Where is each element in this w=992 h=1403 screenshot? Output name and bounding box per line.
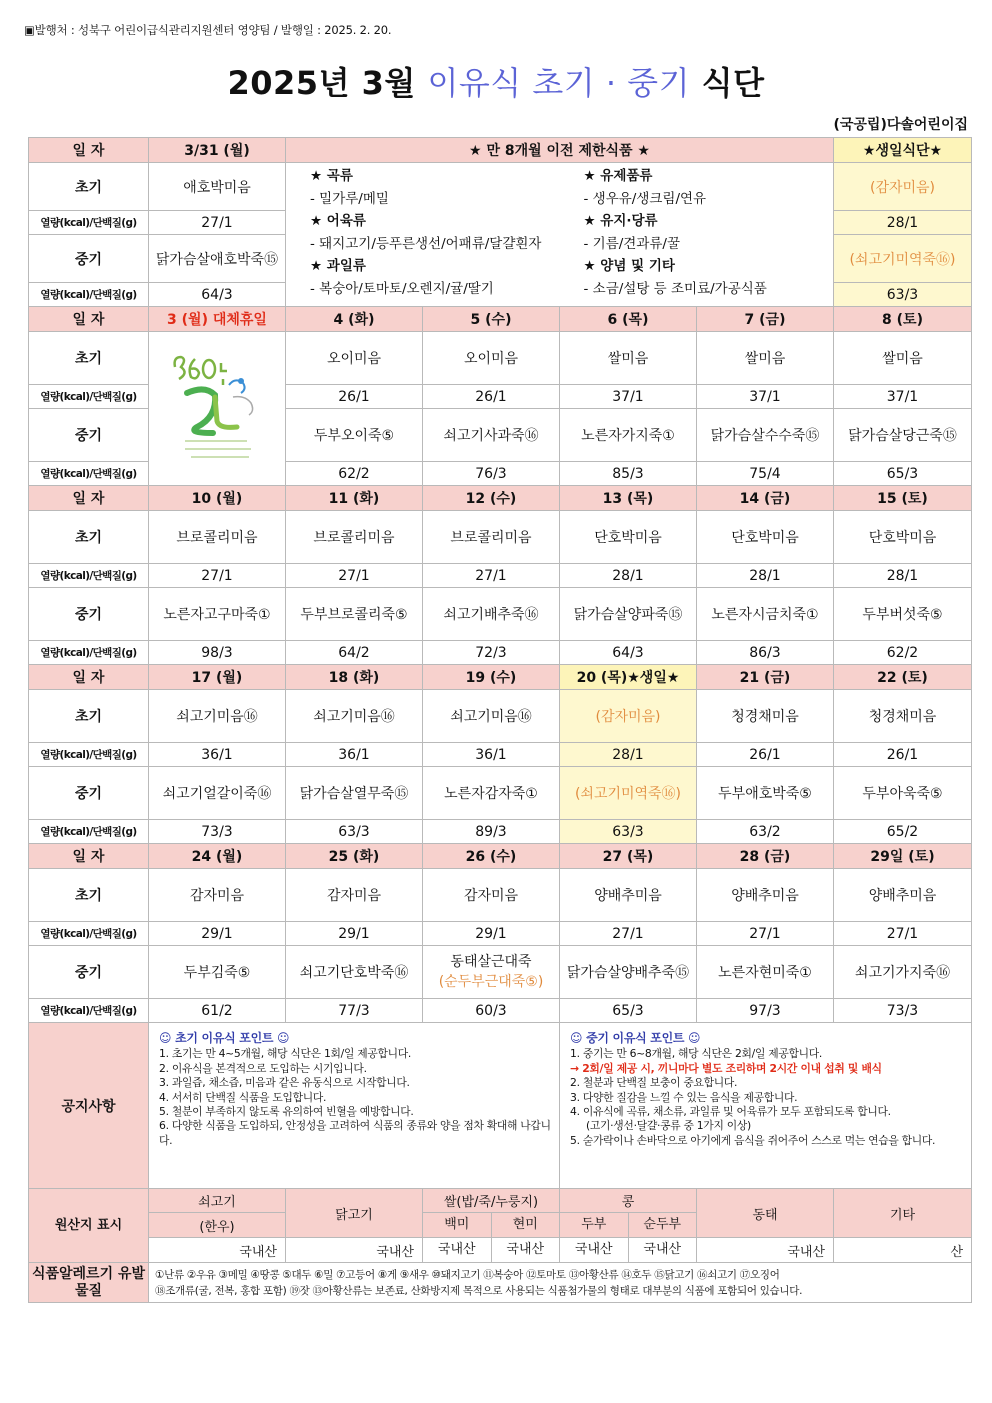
week1-mid-energy: 75/4 bbox=[697, 462, 834, 486]
energy-label: 열량(kcal)/단백질(g) bbox=[29, 641, 149, 665]
week2-date: 15 (토) bbox=[834, 486, 972, 511]
restrict-item-value: - 밀가루/메밀 bbox=[310, 190, 389, 207]
week4-early: 양배추미음 bbox=[834, 869, 972, 922]
week4-mid-energy: 77/3 bbox=[286, 999, 423, 1023]
week4-date: 26 (수) bbox=[423, 844, 560, 869]
notice-item: 3. 다양한 질감을 느낄 수 있는 음식을 제공합니다. bbox=[570, 1090, 798, 1104]
week2-date: 11 (화) bbox=[286, 486, 423, 511]
week1-date: 8 (토) bbox=[834, 307, 972, 332]
week3-date-birthday: 20 (목)★생일★ bbox=[560, 665, 697, 690]
origin-bean-sub bbox=[560, 1213, 697, 1238]
early-label: 초기 bbox=[29, 163, 149, 211]
week2-early: 단호박미음 bbox=[697, 511, 834, 564]
week2-mid-energy: 62/2 bbox=[834, 641, 972, 665]
week3-early: 쇠고기미음⑯ bbox=[149, 690, 286, 743]
week2-early: 단호박미음 bbox=[560, 511, 697, 564]
notice-item: (고기·생선·달걀·콩류 중 1가지 이상) bbox=[586, 1119, 751, 1133]
origin-value: 산 bbox=[834, 1238, 972, 1263]
week3-early: 쇠고기미음⑯ bbox=[423, 690, 560, 743]
week1-early-row bbox=[29, 332, 972, 385]
origin-header-row bbox=[29, 1189, 972, 1213]
week2-mid-energy-row bbox=[29, 641, 972, 665]
week3-mid: 쇠고기얼갈이죽⑯ bbox=[149, 767, 286, 820]
week1-early: 오이미음 bbox=[423, 332, 560, 385]
notice-alert: → 2회/일 제공 시, 끼니마다 별도 조리하며 2시간 이내 섭취 및 배식 bbox=[570, 1061, 882, 1075]
energy-label: 열량(kcal)/단백질(g) bbox=[29, 743, 149, 767]
birthday-title: ★생일식단★ bbox=[834, 138, 972, 163]
origin-rice-white: 백미 bbox=[423, 1213, 492, 1237]
week0-early-row bbox=[29, 163, 972, 211]
restrict-list bbox=[286, 163, 834, 307]
week3-early-energy: 26/1 bbox=[834, 743, 972, 767]
week3-early-energy: 36/1 bbox=[286, 743, 423, 767]
week2-early-energy: 27/1 bbox=[286, 564, 423, 588]
week3-date-row bbox=[29, 665, 972, 690]
week2-mid: 두부브로콜리죽⑤ bbox=[286, 588, 423, 641]
origin-value: 국내산 bbox=[506, 1242, 545, 1257]
week4-mid: 쇠고기단호박죽⑯ bbox=[286, 946, 423, 999]
week4-mid-energy: 61/2 bbox=[149, 999, 286, 1023]
birthday-early-energy: 28/1 bbox=[834, 211, 972, 235]
week4-early-energy: 29/1 bbox=[286, 922, 423, 946]
energy-label: 열량(kcal)/단백질(g) bbox=[29, 385, 149, 409]
week3-mid-energy: 63/3 bbox=[286, 820, 423, 844]
origin-rice-sub bbox=[423, 1213, 560, 1238]
week4-mid: 두부김죽⑤ bbox=[149, 946, 286, 999]
origin-value-bean bbox=[560, 1238, 697, 1263]
energy-label: 열량(kcal)/단백질(g) bbox=[29, 820, 149, 844]
restrict-item-heading: ★ 어육류 bbox=[310, 213, 366, 229]
week1-mid: 닭가슴살당근죽⑮ bbox=[834, 409, 972, 462]
week0-mid-energy: 64/3 bbox=[149, 283, 286, 307]
week1-date: 5 (수) bbox=[423, 307, 560, 332]
restrict-item-value: - 생우유/생크림/연유 bbox=[583, 190, 707, 207]
restrict-item-heading: ★ 양념 및 기타 bbox=[583, 258, 675, 274]
week4-date: 24 (월) bbox=[149, 844, 286, 869]
allergy-label: 식품알레르기 유발물질 bbox=[29, 1263, 149, 1303]
week4-early-energy: 27/1 bbox=[560, 922, 697, 946]
date-label: 일 자 bbox=[29, 844, 149, 869]
week4-mid-energy-row bbox=[29, 999, 972, 1023]
week1-date: 3 (월) 대체휴일 bbox=[149, 307, 286, 332]
week4-mid-energy: 60/3 bbox=[423, 999, 560, 1023]
week2-early: 단호박미음 bbox=[834, 511, 972, 564]
restrict-item-heading: ★ 유지·당류 bbox=[583, 213, 658, 229]
week2-mid-energy: 98/3 bbox=[149, 641, 286, 665]
title-suffix: 식단 bbox=[701, 64, 765, 102]
week4-mid: 닭가슴살양배추죽⑮ bbox=[560, 946, 697, 999]
week1-mid-energy: 65/3 bbox=[834, 462, 972, 486]
week4-early: 감자미음 bbox=[286, 869, 423, 922]
week3-early: 청경채미음 bbox=[697, 690, 834, 743]
week1-date: 7 (금) bbox=[697, 307, 834, 332]
origin-value: 국내산 bbox=[149, 1238, 286, 1263]
allergy-list bbox=[149, 1263, 972, 1303]
notice-label: 공지사항 bbox=[29, 1023, 149, 1189]
week2-early-row bbox=[29, 511, 972, 564]
center-logo-image bbox=[157, 337, 277, 477]
notice-item: 2. 이유식을 본격적으로 도입하는 시기입니다. bbox=[159, 1061, 367, 1075]
mid-label: 중기 bbox=[29, 767, 149, 820]
week2-mid-row bbox=[29, 588, 972, 641]
week2-early-energy: 28/1 bbox=[560, 564, 697, 588]
week3-mid-energy-row bbox=[29, 820, 972, 844]
allergy-line: ⑱조개류(굴, 전복, 홍합 포함) ⑲잣 ⑬아황산류는 보존료, 산화방지제 목적으로 사용되는 식품첨가물의 형태로 대부분의 식품에 포함되어 있습니다. bbox=[155, 1284, 803, 1297]
notice-mid-title: ☺ 중기 이유식 포인트 ☺ bbox=[570, 1031, 701, 1045]
energy-label: 열량(kcal)/단백질(g) bbox=[29, 999, 149, 1023]
restrict-left-col bbox=[286, 165, 560, 300]
energy-label: 열량(kcal)/단백질(g) bbox=[29, 564, 149, 588]
origin-rice: 쌀(밥/죽/누룽지) bbox=[423, 1189, 560, 1213]
week3-mid-energy: 89/3 bbox=[423, 820, 560, 844]
week3-date: 19 (수) bbox=[423, 665, 560, 690]
origin-etc: 기타 bbox=[834, 1189, 972, 1238]
notice-item: 2. 철분과 단백질 보충이 중요합니다. bbox=[570, 1076, 738, 1090]
notice-item: 4. 서서히 단백질 식품을 도입합니다. bbox=[159, 1090, 327, 1104]
week4-early-energy: 29/1 bbox=[423, 922, 560, 946]
week2-mid-energy: 86/3 bbox=[697, 641, 834, 665]
early-label: 초기 bbox=[29, 690, 149, 743]
restrict-item-value: - 기름/견과류/꿀 bbox=[583, 235, 681, 252]
notice-early-title: ☺ 초기 이유식 포인트 ☺ bbox=[159, 1031, 290, 1045]
week2-early-energy-row bbox=[29, 564, 972, 588]
week2-mid: 노른자시금치죽① bbox=[697, 588, 834, 641]
origin-soft-tofu: 순두부 bbox=[643, 1217, 682, 1232]
week1-mid: 두부오이죽⑤ bbox=[286, 409, 423, 462]
origin-value-rice bbox=[423, 1238, 560, 1263]
week3-mid: 닭가슴살열무죽⑮ bbox=[286, 767, 423, 820]
week3-mid-energy: 63/2 bbox=[697, 820, 834, 844]
week1-early-energy: 37/1 bbox=[697, 385, 834, 409]
origin-value: 국내산 bbox=[697, 1238, 834, 1263]
notice-item: 3. 과일즙, 채소즙, 미음과 같은 유동식으로 시작합니다. bbox=[159, 1076, 410, 1090]
week4-early-energy-row bbox=[29, 922, 972, 946]
week4-early-energy: 27/1 bbox=[697, 922, 834, 946]
notice-item: 4. 이유식에 곡류, 채소류, 과일류 및 어육류가 모두 포함되도록 합니다. bbox=[570, 1105, 891, 1119]
week4-date: 29일 (토) bbox=[834, 844, 972, 869]
week4-mid-cell bbox=[423, 946, 560, 999]
week3-date: 21 (금) bbox=[697, 665, 834, 690]
origin-value: 국내산 bbox=[423, 1238, 492, 1262]
restrict-item-heading: ★ 유제품류 bbox=[583, 168, 653, 184]
notice-row bbox=[29, 1023, 972, 1189]
week4-early-energy: 27/1 bbox=[834, 922, 972, 946]
week2-mid-energy: 72/3 bbox=[423, 641, 560, 665]
restrict-right-col bbox=[560, 165, 834, 300]
early-label: 초기 bbox=[29, 869, 149, 922]
week2-early-energy: 28/1 bbox=[697, 564, 834, 588]
week3-early-birthday: (감자미음) bbox=[560, 690, 697, 743]
week3-early-energy: 26/1 bbox=[697, 743, 834, 767]
week2-mid: 닭가슴살양파죽⑮ bbox=[560, 588, 697, 641]
week4-mid-row bbox=[29, 946, 972, 999]
energy-label: 열량(kcal)/단백질(g) bbox=[29, 462, 149, 486]
origin-bean: 콩 bbox=[560, 1189, 697, 1213]
notice-early bbox=[149, 1023, 560, 1189]
week1-early-energy: 37/1 bbox=[560, 385, 697, 409]
restrict-item-heading: ★ 과일류 bbox=[310, 258, 366, 274]
restrict-item-value: - 소금/설탕 등 조미료/가공식품 bbox=[583, 280, 767, 297]
title-prefix: 2025년 3월 bbox=[227, 64, 416, 102]
week1-date: 6 (목) bbox=[560, 307, 697, 332]
daycare-name: (국공립)다솔어린이집 bbox=[833, 117, 968, 133]
week2-mid-energy: 64/3 bbox=[560, 641, 697, 665]
week2-date: 12 (수) bbox=[423, 486, 560, 511]
week4-mid-energy: 97/3 bbox=[697, 999, 834, 1023]
notice-item: 6. 다양한 식품을 도입하되, 안정성을 고려하여 식품의 종류와 양을 점차 확대해 나갑니다. bbox=[159, 1119, 551, 1147]
week0-early-energy: 27/1 bbox=[149, 211, 286, 235]
menu-table bbox=[28, 137, 972, 1303]
week1-mid-energy: 62/2 bbox=[286, 462, 423, 486]
week1-mid-energy: 85/3 bbox=[560, 462, 697, 486]
week2-early-energy: 27/1 bbox=[423, 564, 560, 588]
week2-mid: 노른자고구마죽① bbox=[149, 588, 286, 641]
week4-early: 감자미음 bbox=[149, 869, 286, 922]
week1-early: 쌀미음 bbox=[560, 332, 697, 385]
restrict-title: ★ 만 8개월 이전 제한식품 ★ bbox=[286, 138, 834, 163]
notice-item: 1. 초기는 만 4~5개월, 해당 식단은 1회/일 제공합니다. bbox=[159, 1047, 412, 1061]
week1-date-row bbox=[29, 307, 972, 332]
week1-date: 4 (화) bbox=[286, 307, 423, 332]
week1-early-energy: 26/1 bbox=[286, 385, 423, 409]
energy-label: 열량(kcal)/단백질(g) bbox=[29, 283, 149, 307]
week3-date: 22 (토) bbox=[834, 665, 972, 690]
origin-tofu: 두부 bbox=[560, 1213, 629, 1237]
restrict-item-value: - 복숭아/토마토/오렌지/귤/딸기 bbox=[310, 280, 494, 297]
week3-mid: 두부아욱죽⑤ bbox=[834, 767, 972, 820]
week3-early: 쇠고기미음⑯ bbox=[286, 690, 423, 743]
week3-mid-energy: 73/3 bbox=[149, 820, 286, 844]
origin-label: 원산지 표시 bbox=[29, 1189, 149, 1263]
date-label: 일 자 bbox=[29, 486, 149, 511]
week3-early-energy: 36/1 bbox=[149, 743, 286, 767]
date-label: 일 자 bbox=[29, 307, 149, 332]
origin-pollack: 동태 bbox=[697, 1189, 834, 1238]
week4-mid: 노른자현미죽① bbox=[697, 946, 834, 999]
week3-early-energy-row bbox=[29, 743, 972, 767]
week2-early-energy: 28/1 bbox=[834, 564, 972, 588]
week2-early: 브로콜리미음 bbox=[286, 511, 423, 564]
week4-early: 감자미음 bbox=[423, 869, 560, 922]
week4-early-row bbox=[29, 869, 972, 922]
origin-value-row bbox=[29, 1238, 972, 1263]
restrict-item-heading: ★ 곡류 bbox=[310, 168, 353, 184]
week2-mid: 쇠고기배추죽⑯ bbox=[423, 588, 560, 641]
week4-mid-energy: 73/3 bbox=[834, 999, 972, 1023]
week4-date: 27 (목) bbox=[560, 844, 697, 869]
origin-value: 국내산 bbox=[643, 1242, 682, 1257]
week1-early-energy: 26/1 bbox=[423, 385, 560, 409]
week1-mid: 쇠고기사과죽⑯ bbox=[423, 409, 560, 462]
week2-date: 13 (목) bbox=[560, 486, 697, 511]
week4-date-row bbox=[29, 844, 972, 869]
week2-mid-energy: 64/2 bbox=[286, 641, 423, 665]
date-label: 일 자 bbox=[29, 138, 149, 163]
week1-mid-energy: 76/3 bbox=[423, 462, 560, 486]
week3-early-energy: 36/1 bbox=[423, 743, 560, 767]
week2-date: 10 (월) bbox=[149, 486, 286, 511]
notice-item: 1. 중기는 만 6~8개월, 해당 식단은 2회/일 제공합니다. bbox=[570, 1047, 823, 1061]
page-title bbox=[0, 58, 992, 104]
origin-value: 국내산 bbox=[286, 1238, 423, 1263]
week3-mid: 두부애호박죽⑤ bbox=[697, 767, 834, 820]
week3-mid: 노른자감자죽① bbox=[423, 767, 560, 820]
week4-mid: 동태살근대죽 bbox=[450, 954, 532, 970]
center-logo bbox=[149, 332, 286, 486]
birthday-mid-energy: 63/3 bbox=[834, 283, 972, 307]
week3-mid-energy: 65/2 bbox=[834, 820, 972, 844]
origin-value: 국내산 bbox=[560, 1238, 629, 1262]
origin-beef-sub: (한우) bbox=[149, 1213, 286, 1238]
date-label: 일 자 bbox=[29, 665, 149, 690]
week3-mid-birthday: (쇠고기미역죽⑯) bbox=[560, 767, 697, 820]
notice-item: 5. 숟가락이나 손바닥으로 아기에게 음식을 쥐어주어 스스로 먹는 연습을 합니다. bbox=[570, 1133, 936, 1147]
week1-early: 오이미음 bbox=[286, 332, 423, 385]
mid-label: 중기 bbox=[29, 409, 149, 462]
notice-mid bbox=[560, 1023, 972, 1189]
week4-mid-alt: (순두부근대죽⑤) bbox=[438, 974, 544, 990]
origin-rice-brown: 현미 bbox=[512, 1217, 538, 1232]
week4-early-energy: 29/1 bbox=[149, 922, 286, 946]
week2-early-energy: 27/1 bbox=[149, 564, 286, 588]
notice-item: 5. 철분이 부족하지 않도록 유의하여 빈혈을 예방합니다. bbox=[159, 1105, 414, 1119]
week4-early: 양배추미음 bbox=[697, 869, 834, 922]
week1-early-energy: 37/1 bbox=[834, 385, 972, 409]
week1-early: 쌀미음 bbox=[697, 332, 834, 385]
week0-date: 3/31 (월) bbox=[149, 138, 286, 163]
week2-mid: 두부버섯죽⑤ bbox=[834, 588, 972, 641]
allergy-line: ①난류 ②우유 ③메밀 ④땅콩 ⑤대두 ⑥밀 ⑦고등어 ⑧게 ⑨새우 ⑩돼지고기 ⑪복숭아 ⑫토마토 ⑬아황산류 ⑭호두 ⑮닭고기 ⑯쇠고기 ⑰오징어 bbox=[155, 1268, 780, 1281]
mid-label: 중기 bbox=[29, 946, 149, 999]
early-label: 초기 bbox=[29, 511, 149, 564]
week4-date: 28 (금) bbox=[697, 844, 834, 869]
birthday-early: (감자미음) bbox=[834, 163, 972, 211]
publisher-info: ▣발행처 : 성북구 어린이급식관리지원센터 영양팀 / 발행일 : 2025. 2. 20. bbox=[24, 23, 392, 37]
energy-label: 열량(kcal)/단백질(g) bbox=[29, 211, 149, 235]
week2-date-row bbox=[29, 486, 972, 511]
week3-early-row bbox=[29, 690, 972, 743]
week1-mid: 닭가슴살수수죽⑮ bbox=[697, 409, 834, 462]
title-highlight: 이유식 초기 · 중기 bbox=[427, 64, 691, 102]
mid-label: 중기 bbox=[29, 235, 149, 283]
week0-date-row bbox=[29, 138, 972, 163]
week1-mid: 노른자가지죽① bbox=[560, 409, 697, 462]
allergy-row bbox=[29, 1263, 972, 1303]
week3-mid-row bbox=[29, 767, 972, 820]
week3-date: 18 (화) bbox=[286, 665, 423, 690]
week2-early: 브로콜리미음 bbox=[149, 511, 286, 564]
week3-date: 17 (월) bbox=[149, 665, 286, 690]
birthday-mid: (쇠고기미역죽⑯) bbox=[834, 235, 972, 283]
week3-early-energy-birthday: 28/1 bbox=[560, 743, 697, 767]
origin-beef: 쇠고기 bbox=[149, 1189, 286, 1213]
week0-early: 애호박미음 bbox=[149, 163, 286, 211]
early-label: 초기 bbox=[29, 332, 149, 385]
energy-label: 열량(kcal)/단백질(g) bbox=[29, 922, 149, 946]
origin-chicken: 닭고기 bbox=[286, 1189, 423, 1238]
mid-label: 중기 bbox=[29, 588, 149, 641]
week4-mid-energy: 65/3 bbox=[560, 999, 697, 1023]
week4-early: 양배추미음 bbox=[560, 869, 697, 922]
week0-mid: 닭가슴살애호박죽⑮ bbox=[149, 235, 286, 283]
week3-mid-energy-birthday: 63/3 bbox=[560, 820, 697, 844]
restrict-item-value: - 돼지고기/등푸른생선/어패류/달걀흰자 bbox=[310, 235, 542, 252]
week2-date: 14 (금) bbox=[697, 486, 834, 511]
week1-early: 쌀미음 bbox=[834, 332, 972, 385]
week2-early: 브로콜리미음 bbox=[423, 511, 560, 564]
week3-early: 청경채미음 bbox=[834, 690, 972, 743]
week4-date: 25 (화) bbox=[286, 844, 423, 869]
week4-mid: 쇠고기가지죽⑯ bbox=[834, 946, 972, 999]
